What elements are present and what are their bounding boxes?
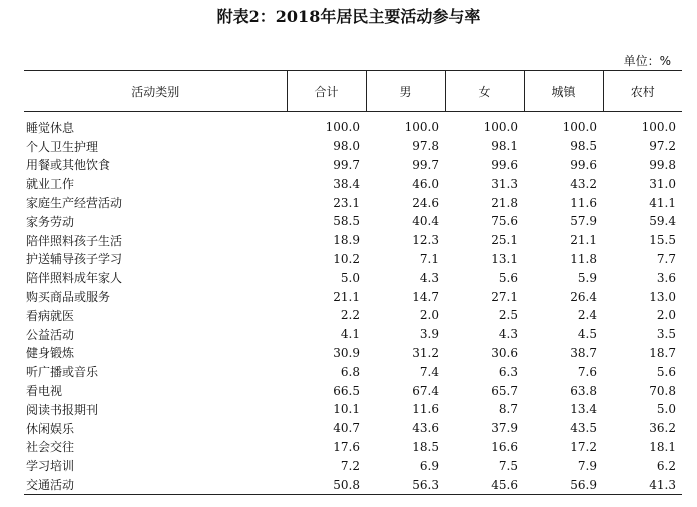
- cell-male: 18.5: [412, 439, 439, 454]
- cell-male: 11.6: [412, 402, 439, 417]
- cell-total: 10.1: [333, 402, 360, 417]
- cell-urban: 100.0: [562, 120, 597, 135]
- table-row: [24, 475, 682, 494]
- cell-female: 65.7: [491, 383, 518, 398]
- row-label: 就业工作: [26, 177, 75, 192]
- column-header-category: 活动类别: [24, 71, 287, 112]
- row-label: 购买商品或服务: [26, 290, 111, 305]
- cell-rural: 13.0: [649, 289, 676, 304]
- cell-female: 2.5: [498, 308, 518, 323]
- row-label: 陪伴照料孩子生活: [26, 233, 123, 248]
- cell-urban: 56.9: [524, 475, 603, 494]
- cell-urban: 4.5: [577, 327, 597, 342]
- table-header-row: [24, 71, 682, 112]
- table-row: [24, 419, 682, 438]
- table-row: [24, 344, 682, 363]
- cell-male: 7.1: [419, 251, 439, 266]
- cell-total: 23.1: [333, 195, 360, 210]
- cell-male: 100.0: [404, 120, 439, 135]
- cell-rural: 3.6: [656, 270, 676, 285]
- cell-urban: 2.4: [577, 308, 597, 323]
- table-row: [24, 400, 682, 419]
- cell-total: 50.8: [287, 475, 366, 494]
- cell-rural: 5.0: [656, 402, 676, 417]
- table-row: [24, 325, 682, 344]
- row-label: 看病就医: [26, 308, 75, 323]
- cell-rural: 2.0: [656, 308, 676, 323]
- table-row: [24, 250, 682, 269]
- cell-male: 12.3: [412, 233, 439, 248]
- cell-rural: 41.3: [603, 475, 682, 494]
- cell-female: 75.6: [491, 214, 518, 229]
- cell-total: 5.0: [340, 270, 360, 285]
- cell-total: 7.2: [340, 458, 360, 473]
- cell-male: 7.4: [419, 364, 439, 379]
- cell-female: 31.3: [491, 176, 518, 191]
- cell-total: 10.2: [333, 251, 360, 266]
- row-label: 用餐或其他饮食: [26, 158, 111, 173]
- cell-rural: 70.8: [649, 383, 676, 398]
- cell-male: 43.6: [412, 421, 439, 436]
- row-label: 交通活动: [24, 475, 287, 494]
- cell-total: 30.9: [333, 345, 360, 360]
- cell-total: 21.1: [333, 289, 360, 304]
- column-header-rural: 农村: [603, 71, 682, 112]
- row-label: 健身锻炼: [26, 346, 75, 361]
- cell-total: 6.8: [340, 364, 360, 379]
- cell-female: 99.6: [491, 157, 518, 172]
- unit-label: 单位：%: [623, 54, 671, 68]
- cell-female: 5.6: [498, 270, 518, 285]
- cell-female: 45.6: [445, 475, 524, 494]
- column-header-male: 男: [366, 71, 445, 112]
- row-label: 休闲娱乐: [26, 421, 75, 436]
- table-row: [24, 231, 682, 250]
- cell-rural: 97.2: [649, 139, 676, 154]
- cell-male: 3.9: [419, 327, 439, 342]
- cell-male: 24.6: [412, 195, 439, 210]
- row-label: 学习培训: [26, 459, 75, 474]
- cell-urban: 7.6: [577, 364, 597, 379]
- cell-male: 2.0: [419, 308, 439, 323]
- cell-rural: 99.8: [649, 157, 676, 172]
- cell-urban: 26.4: [570, 289, 597, 304]
- cell-female: 98.1: [491, 139, 518, 154]
- cell-total: 40.7: [333, 421, 360, 436]
- cell-male: 99.7: [412, 157, 439, 172]
- cell-female: 37.9: [491, 421, 518, 436]
- cell-urban: 38.7: [570, 345, 597, 360]
- cell-urban: 11.8: [570, 251, 597, 266]
- cell-female: 8.7: [498, 402, 518, 417]
- table-row: [24, 306, 682, 325]
- table-row: [24, 381, 682, 400]
- cell-total: 66.5: [333, 383, 360, 398]
- cell-rural: 36.2: [649, 421, 676, 436]
- cell-rural: 31.0: [649, 176, 676, 191]
- cell-female: 30.6: [491, 345, 518, 360]
- page-title: 附表2：2018年居民主要活动参与率: [216, 7, 481, 26]
- cell-total: 18.9: [333, 233, 360, 248]
- row-label: 护送辅导孩子学习: [26, 252, 123, 267]
- cell-male: 40.4: [412, 214, 439, 229]
- table-row: [24, 287, 682, 306]
- cell-female: 4.3: [498, 327, 518, 342]
- cell-urban: 43.2: [570, 176, 597, 191]
- cell-total: 17.6: [333, 439, 360, 454]
- cell-female: 25.1: [491, 233, 518, 248]
- cell-urban: 17.2: [570, 439, 597, 454]
- row-label: 家庭生产经营活动: [26, 196, 123, 211]
- row-label: 社会交往: [26, 440, 75, 455]
- cell-rural: 100.0: [641, 120, 676, 135]
- row-label: 听广播或音乐: [26, 365, 99, 380]
- row-label: 公益活动: [26, 327, 75, 342]
- cell-male: 14.7: [412, 289, 439, 304]
- cell-urban: 13.4: [570, 402, 597, 417]
- row-label: 个人卫生护理: [26, 139, 99, 154]
- row-label: 家务劳动: [26, 214, 75, 229]
- table-row: [24, 438, 682, 457]
- cell-total: 99.7: [333, 157, 360, 172]
- table-row: [24, 118, 682, 137]
- cell-female: 27.1: [491, 289, 518, 304]
- cell-female: 6.3: [498, 364, 518, 379]
- cell-urban: 99.6: [570, 157, 597, 172]
- cell-total: 2.2: [340, 308, 360, 323]
- cell-rural: 18.7: [649, 345, 676, 360]
- cell-urban: 98.5: [570, 139, 597, 154]
- table-row: [24, 362, 682, 381]
- row-label: 阅读书报期刊: [26, 402, 99, 417]
- column-header-female: 女: [445, 71, 524, 112]
- row-label: 陪伴照料成年家人: [26, 271, 123, 286]
- table-row: [24, 137, 682, 156]
- cell-rural: 5.6: [656, 364, 676, 379]
- cell-female: 13.1: [491, 251, 518, 266]
- table-row: [24, 212, 682, 231]
- table-row: [24, 174, 682, 193]
- cell-male: 97.8: [412, 139, 439, 154]
- cell-female: 100.0: [483, 120, 518, 135]
- cell-male: 67.4: [412, 383, 439, 398]
- cell-total: 100.0: [325, 120, 360, 135]
- cell-rural: 59.4: [649, 214, 676, 229]
- cell-male: 56.3: [366, 475, 445, 494]
- cell-rural: 7.7: [656, 251, 676, 266]
- cell-total: 4.1: [340, 327, 360, 342]
- cell-rural: 3.5: [656, 327, 676, 342]
- table-row: [24, 193, 682, 212]
- cell-total: 38.4: [333, 176, 360, 191]
- cell-male: 46.0: [412, 176, 439, 191]
- column-header-urban: 城镇: [524, 71, 603, 112]
- column-header-total: 合计: [287, 71, 366, 112]
- cell-female: 21.8: [491, 195, 518, 210]
- cell-total: 58.5: [333, 214, 360, 229]
- cell-male: 6.9: [419, 458, 439, 473]
- cell-female: 16.6: [491, 439, 518, 454]
- cell-rural: 18.1: [649, 439, 676, 454]
- cell-rural: 41.1: [649, 195, 676, 210]
- row-label: 睡觉休息: [26, 120, 75, 135]
- table-row: [24, 156, 682, 175]
- cell-rural: 6.2: [656, 458, 676, 473]
- cell-total: 98.0: [333, 139, 360, 154]
- cell-male: 31.2: [412, 345, 439, 360]
- cell-female: 7.5: [498, 458, 518, 473]
- cell-urban: 63.8: [570, 383, 597, 398]
- table-body: [24, 118, 682, 494]
- cell-urban: 57.9: [570, 214, 597, 229]
- cell-male: 4.3: [419, 270, 439, 285]
- cell-urban: 5.9: [577, 270, 597, 285]
- table-row: [24, 268, 682, 287]
- cell-urban: 11.6: [570, 195, 597, 210]
- row-label: 看电视: [26, 384, 63, 399]
- table-row: [24, 456, 682, 475]
- cell-urban: 21.1: [570, 233, 597, 248]
- activity-participation-table: [24, 70, 682, 495]
- cell-urban: 43.5: [570, 421, 597, 436]
- cell-rural: 15.5: [649, 233, 676, 248]
- cell-urban: 7.9: [577, 458, 597, 473]
